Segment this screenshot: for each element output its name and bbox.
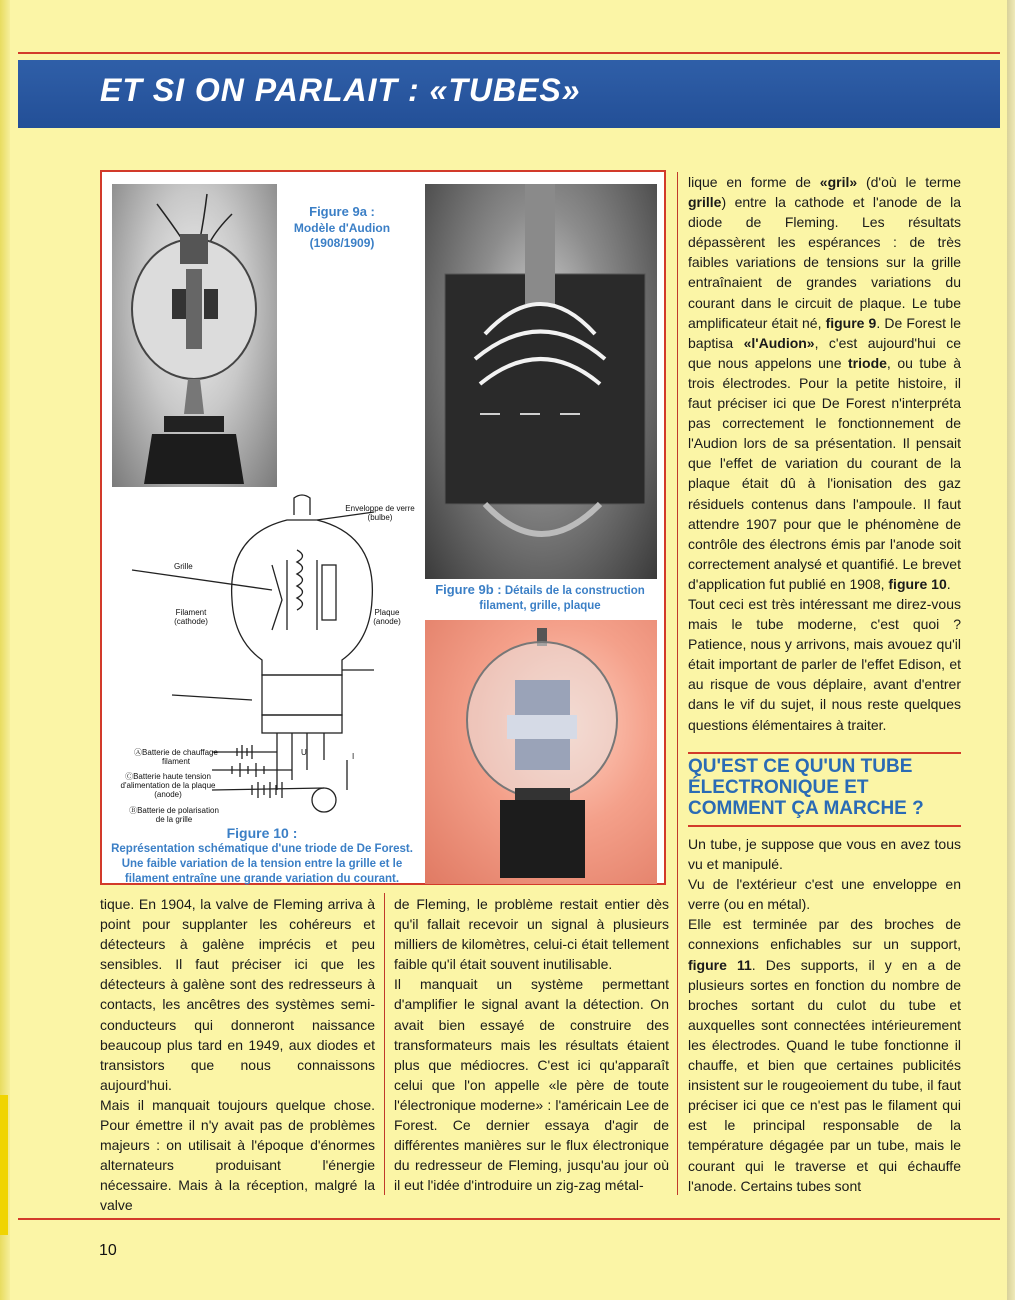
page-number: 10 (99, 1242, 117, 1259)
text-run: , c'est aujourd'hui ce que nous appelons une (688, 334, 961, 371)
term-grille: grille (688, 194, 722, 211)
figure-10-caption (102, 824, 422, 887)
text-run: . De Forest le baptisa (688, 314, 961, 351)
column-divider-2 (677, 172, 678, 1195)
figure-10-ref: figure 10 (888, 575, 947, 592)
label-battery-c: ⒸBatterie haute tension d'alimentation de la plaque (anode) (120, 772, 216, 800)
figure-11-ref: figure 11 (688, 956, 752, 973)
label-plaque: Plaque (anode) (373, 608, 401, 627)
header-banner (18, 60, 1000, 128)
figure-9b-title: Figure 9b : (435, 582, 502, 597)
text-column-1 (100, 894, 375, 1216)
figure-9a-title: Figure 9a : (309, 204, 375, 219)
page-binding-edge (0, 0, 10, 1300)
text-run: Elle est terminée par des broches de connexions enfichables sur un support, (688, 916, 961, 953)
text-column-3-bottom (688, 834, 961, 1196)
col1-paragraph-1: tique. En 1904, la valve de Fleming arriva à point pour supplanter les cohéreurs et détecteurs à galène imprécis et peu sensibles. Il faut préciser ici que les détecteurs à galène sont des redresseurs à contacts, les ancêtres des systèmes semi-conducteurs qui donneront naissance beaucoup plus tard en 1949, aux diodes et transistors que nous connaissons aujourd'hui. (100, 896, 375, 1093)
col3-paragraph-5 (688, 914, 961, 1195)
figure-10-text: Représentation schématique d'une triode de De Forest. Une faible variation de la tension entre la grille et le filament entraîne une grande variation du courant. (111, 843, 413, 886)
label-envelope: Enveloppe de verre (bulbe) (345, 504, 415, 523)
label-battery-a: ⒶBatterie de chauffage filament (134, 748, 218, 767)
figure-9a-caption (272, 204, 412, 252)
modern-tube-photo (425, 620, 657, 884)
text-column-2 (394, 894, 669, 1195)
term-audion: «l'Audion» (743, 334, 815, 351)
label-grille: Grille (174, 562, 193, 571)
page-right-edge (1007, 0, 1015, 1300)
col2-paragraph-1: de Fleming, le problème restait entier dès qu'il fallait recevoir un signal à plusieurs milliers de kilomètres, celui-ci était tellement faible qu'il était souvent inutilisable. (394, 896, 669, 973)
section-heading: QU'EST CE QU'UN TUBE ÉLECTRONIQUE ET COMMENT ÇA MARCHE ? (688, 752, 961, 827)
col3-paragraph-3: Un tube, je suppose que vous en avez tous vu et manipulé. (688, 836, 961, 873)
term-triode: triode (848, 354, 887, 371)
figure-9-ref: figure 9 (825, 314, 877, 331)
figure-10-title: Figure 10 : (226, 825, 298, 841)
text-run: . (946, 575, 951, 592)
page-title: ET SI ON PARLAIT : «TUBES» (100, 72, 581, 108)
label-filament: Filament (cathode) (174, 608, 208, 627)
col1-paragraph-2: Mais il manquait toujours quelque chose. Pour émettre il n'y avait pas de problèmes majeurs : on utilisait à l'époque d'énormes alternateurs produisant l'énergie nécessaire. Mais à la réception, malgré la valve (100, 1096, 375, 1214)
label-i: I (352, 752, 355, 761)
modern-tube-illustration (425, 620, 657, 884)
audion-photo (112, 184, 277, 487)
binding-yellow-tab (0, 1095, 8, 1235)
text-run: lique en forme de (688, 174, 820, 190)
text-column-3-top (688, 172, 961, 735)
audion-illustration (112, 184, 277, 487)
col2-paragraph-2: Il manquait un système permettant d'amplifier le signal avant la détection. On avait bien essayé de construire des transformateurs mais les résultats étaient plus que médiocres. C'est ici qu'apparaît celui que l'on appelle «le père de toute l'électronique moderne» : l'américain Lee de Forest. Ce dernier essaya d'agir de différentes manières sur le flux électronique du redresseur de Fleming, jusqu'au jour où il eut l'idée d'introduire un zig-zag métal- (394, 976, 669, 1194)
text-run: , ou tube à trois électrodes. Pour la petite histoire, il faut préciser ici que De Forest n'interpréta pas correctement le fonctionnement de l'Audion lors de sa présentation. Il pensait que l'effet de variation du courant de la plaque était dû à l'ionisation des gaz résiduels contenus dans l'ampoule. Il faut attendre 1907 pour que le phénomène de contrôle des électrons émis par l'anode soit correctement analysé et quantifié. Le brevet d'application fut publié en 1908, (688, 354, 961, 592)
label-battery-b: ⒷBatterie de polarisation de la grille (129, 806, 219, 825)
figure-9b-caption (420, 582, 660, 614)
col3-paragraph-2: Tout ceci est très intéressant me direz-vous mais le tube moderne, c'est quoi ? Patience, nous y arrivons, mais avouez qu'il était important de parler de l'effet Edison, et au risque de vous déplaire, avant d'entrer dans le vif du sujet, il nous reste quelques questions élémentaires à traiter. (688, 595, 961, 733)
triode-schematic (112, 490, 417, 840)
col3-paragraph-4: Vu de l'extérieur c'est une enveloppe en verre (ou en métal). (688, 876, 961, 913)
term-gril: «gril» (819, 174, 858, 190)
figure-panel (100, 170, 666, 885)
text-run: . Des supports, il y en a de plusieurs sortes en fonction du nombre de broches sortant du culot du tube et auxquelles sont connectées intérieurement les électrodes. Quand le tube fonctionne il chauffe, et bien que certaines publicités insistent sur le rougeoiement du tube, il faut préciser ici que ce n'est pas le filament qui est le principal responsable de la température dégagée par un tube, mais le courant qui le traverse et qui échauffe l'anode. Certains tubes sont (688, 956, 961, 1194)
top-rule (18, 52, 1000, 54)
col3-paragraph-1 (688, 172, 961, 594)
text-run: (d'où le terme (857, 174, 961, 190)
column-divider-1 (384, 893, 385, 1195)
text-run: ) entre la cathode et l'anode de la diode de Fleming. Les résultats dépassèrent les espérances : de très faibles variations de tensions sur la grille entraînaient de grandes variations du courant dans le circuit de plaque. Le tube amplificateur était né, (688, 194, 961, 331)
construction-detail-illustration (425, 184, 657, 579)
construction-detail-photo (425, 184, 657, 579)
bottom-rule (18, 1218, 1000, 1220)
label-u: U (301, 748, 307, 757)
figure-9a-text: Modèle d'Audion (1908/1909) (293, 220, 391, 251)
figure-9b-text: Détails de la construction filament, grille, plaque (479, 585, 645, 612)
